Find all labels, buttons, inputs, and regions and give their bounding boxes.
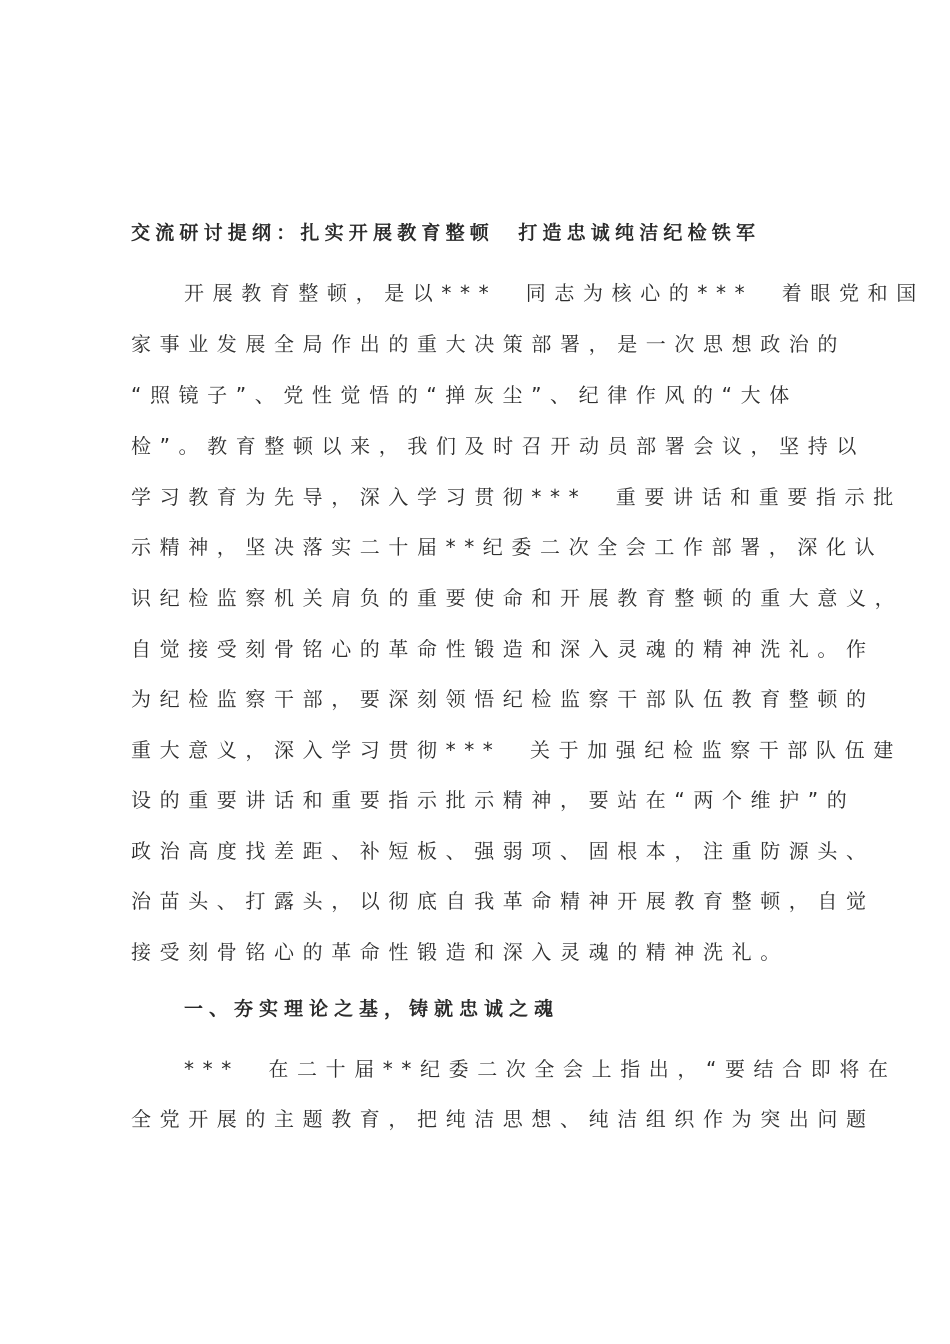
section-heading: 一、夯实理论之基，铸就忠诚之魂 [184, 998, 560, 1020]
paragraph-line: 接受刻骨铭心的革命性锻造和深入灵魂的精神洗礼。 [131, 940, 789, 964]
paragraph-line: 设的重要讲话和重要指示批示精神，要站在“两个维护”的 [131, 788, 856, 812]
paragraph-line: 治苗头、打露头，以彻底自我革命精神开展教育整顿，自觉 [131, 889, 875, 913]
paragraph-line: 检”。教育整顿以来，我们及时召开动员部署会议，坚持以 [131, 434, 865, 458]
paragraph-line: 学习教育为先导，深入学习贯彻*** 重要讲话和重要指示批 [131, 485, 902, 509]
paragraph-line: 为纪检监察干部，要深刻领悟纪检监察干部队伍教育整顿的 [131, 687, 875, 711]
paragraph-line: 开展教育整顿，是以*** 同志为核心的*** 着眼党和国 [184, 281, 925, 305]
paragraph-line: 政治高度找差距、补短板、强弱项、固根本，注重防源头、 [131, 839, 875, 863]
paragraph-line: 全党开展的主题教育，把纯洁思想、纯洁组织作为突出问题 [131, 1107, 875, 1131]
paragraph-line: 识纪检监察机关肩负的重要使命和开展教育整顿的重大意义， [131, 586, 904, 610]
paragraph-line: 家事业发展全局作出的重大决策部署，是一次思想政治的 [131, 332, 846, 356]
paragraph-line: 示精神，坚决落实二十届**纪委二次全会工作部署，深化认 [131, 535, 884, 559]
document-title: 交流研讨提纲：扎实开展教育整顿 打造忠诚纯洁纪检铁军 [131, 222, 761, 244]
paragraph-line: “照镜子”、党性觉悟的“掸灰尘”、纪律作风的“大体 [131, 383, 798, 407]
paragraph-line: *** 在二十届**纪委二次全会上指出，“要结合即将在 [184, 1057, 897, 1081]
paragraph-line: 重大意义，深入学习贯彻*** 关于加强纪检监察干部队伍建 [131, 738, 902, 762]
paragraph-line: 自觉接受刻骨铭心的革命性锻造和深入灵魂的精神洗礼。作 [131, 637, 875, 661]
